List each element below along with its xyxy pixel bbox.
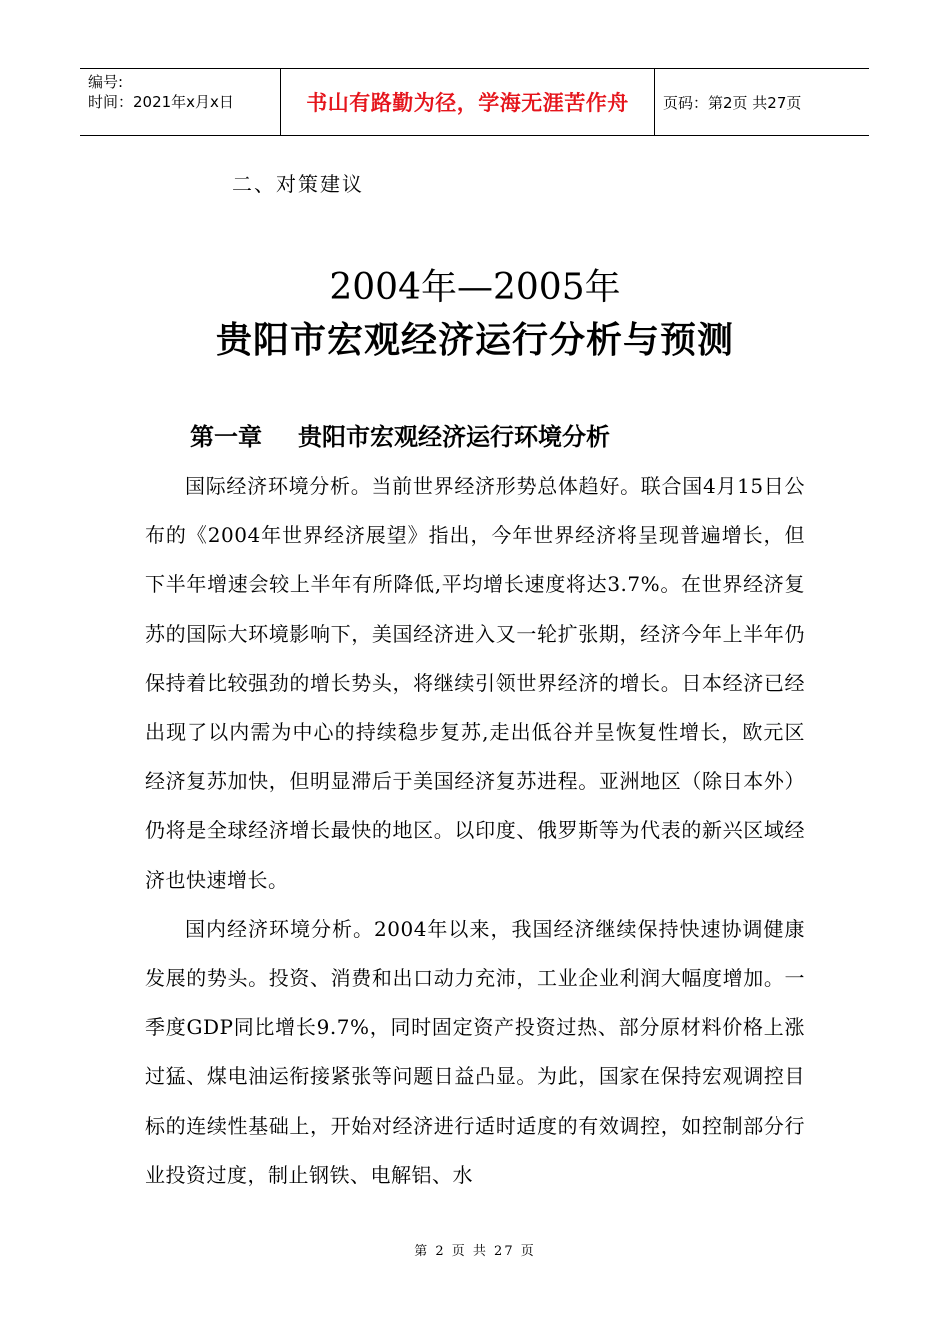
chapter-heading bbox=[190, 417, 610, 452]
chapter-number: 第一章 bbox=[190, 423, 262, 451]
header-page-info: 页码：第2页 共27页 bbox=[663, 93, 802, 112]
document-title-line1: 2004年—2005年 bbox=[329, 267, 621, 308]
document-title-line2: 贵阳市宏观经济运行分析与预测 bbox=[215, 319, 734, 361]
page-header bbox=[80, 68, 869, 136]
page-footer: 第 2 页 共 27 页 bbox=[414, 1244, 536, 1259]
document-time-label: 时间：2021年x月x日 bbox=[88, 93, 234, 111]
body-text bbox=[145, 462, 805, 1200]
document-number-label: 编号: bbox=[88, 73, 124, 91]
header-motto: 书山有路勤为径，学海无涯苦作舟 bbox=[281, 69, 655, 135]
paragraph-international: 国际经济环境分析。当前世界经济形势总体趋好。联合国4月15日公布的《2004年世界经济展望》指出，今年世界经济将呈现普遍增长，但下半年增速会较上半年有所降低,平均增长速度将达3.7%。在世界经济复苏的国际大环境影响下，美国经济进入又一轮扩张期，经济今年上半年仍保持着比较强劲的增长势头，将继续引领世界经济的增长。日本经济已经出现了以内需为中心的持续稳步复苏,走出低谷并呈恢复性增长，欧元区经济复苏加快，但明显滞后于美国经济复苏进程。亚洲地区（除日本外）仍将是全球经济增长最快的地区。以印度、俄罗斯等为代表的新兴区域经济也快速增长。 bbox=[145, 474, 805, 892]
paragraph-domestic: 国内经济环境分析。2004年以来，我国经济继续保持快速协调健康发展的势头。投资、消费和出口动力充沛，工业企业利润大幅度增加。一季度GDP同比增长9.7%，同时固定资产投资过热、部分原材料价格上涨过猛、煤电油运衔接紧张等问题日益凸显。为此，国家在保持宏观调控目标的连续性基础上，开始对经济进行适时适度的有效调控，如控制部分行业投资过度，制止钢铁、电解铝、水 bbox=[145, 916, 805, 1187]
chapter-title: 贵阳市宏观经济运行环境分析 bbox=[298, 423, 610, 451]
section-heading: 二、对策建议 bbox=[232, 172, 364, 196]
header-meta-cell bbox=[80, 69, 281, 135]
